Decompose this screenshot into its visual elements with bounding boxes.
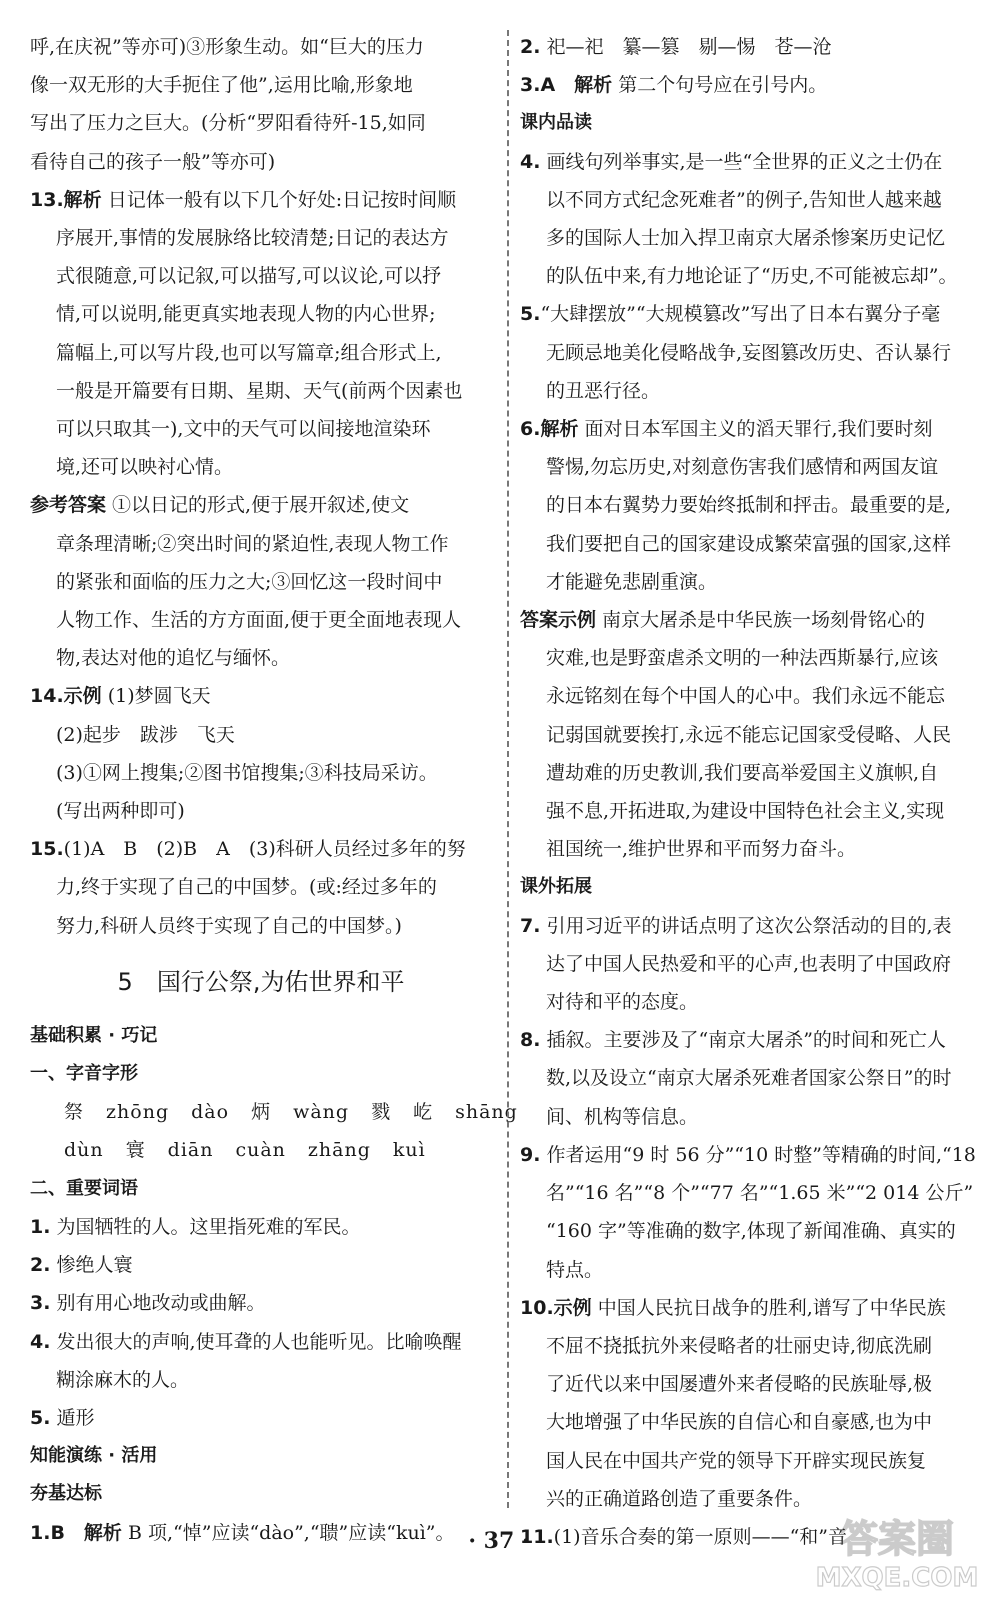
pinyin-item: 寰 [125,1139,146,1162]
line-text: “160 字”等准确的数字,体现了新闻准确、真实的 [546,1220,956,1243]
text-line [520,410,968,448]
item-number: 11. [520,1525,554,1548]
text-line [30,601,492,639]
text-line [520,1098,968,1136]
item-number: 8. [520,1029,541,1052]
text-line [520,525,968,563]
item-label: 解析 [63,188,102,211]
watermark-bottom-text: MXQE.COM [815,1563,979,1593]
subsection-heading: 一、字音字形 [30,1063,138,1085]
item-number: 1. [30,1215,51,1238]
line-text: 南京大屠杀是中华民族一场刻骨铭心的 [596,609,926,632]
pinyin-item: cuàn [235,1139,286,1162]
item-number: 2. [520,36,541,58]
item-number: 3. [520,74,541,97]
text-line [30,104,492,142]
line-text: 了近代以来中国屡遭外来者侵略的民族耻辱,极 [546,1373,933,1396]
subsection-heading: 基础积累 · 巧记 [30,1024,158,1046]
text-line [520,1021,968,1059]
item-number: 5. [520,303,541,326]
line-text: 为国牺牲的人。这里指死难的军民。 [50,1215,361,1238]
line-text: 强不息,开拓进取,为建设中国特色社会主义,实现 [546,800,945,823]
text-line [30,257,492,295]
text-line [30,143,492,181]
text-line [520,257,968,295]
text-line [30,830,492,868]
text-line [520,1212,968,1250]
item-number: 9. [520,1143,541,1166]
pinyin-item: 祭 [64,1101,85,1124]
item-label: 示例 [553,1296,592,1319]
item-number: 2. [30,1254,51,1277]
pinyin-item: shāng [455,1101,518,1124]
line-text: 记弱国就要挨打,永远不能忘记国家受侵略、人民 [546,723,952,746]
text-line [30,1208,492,1246]
line-text: ①以日记的形式,便于展开叙述,使文 [106,494,410,517]
text-line [520,1403,968,1441]
subsection-heading: 知能演练 · 活用 [30,1445,158,1467]
line-text: “大肆摆放”“大规模篡改”写出了日本右翼分子毫 [540,303,941,326]
line-text: 中国人民抗日战争的胜利,谱写了中华民族 [591,1296,946,1319]
item-number: 10. [520,1296,554,1319]
line-text: 发出很大的声响,使耳聋的人也能听见。比喻唤醒 [50,1330,462,1353]
line-text: 境,还可以映衬心情。 [56,456,234,479]
line-text: 国人民在中国共产党的领导下开辟实现民族复 [546,1449,927,1472]
text-line [520,983,968,1021]
text-line [30,1246,492,1284]
line-text: 兴的正确道路创造了重要条件。 [546,1487,813,1510]
pinyin-item: 炳 [251,1101,272,1124]
text-line [520,66,968,104]
text-line [520,1327,968,1365]
line-text: 力,终于实现了自己的中国梦。(或:经过多年的 [56,876,437,899]
line-text: 达了中国人民热爱和平的心声,也表明了中国政府 [546,952,952,975]
subsection-heading: 夯基达标 [30,1483,102,1505]
line-text: B 项,“悼”应读“dào”,“聩”应读“kuì”。 [121,1521,455,1544]
text-line [30,792,492,830]
line-text: 糊涂麻木的人。 [56,1368,190,1391]
line-text: 我们要把自己的国家建设成繁荣富强的国家,这样 [546,532,952,555]
item-number: 1. [30,1521,51,1544]
text-line [30,1323,492,1361]
line-text: 才能避免悲剧重演。 [546,570,718,593]
line-text: 数,以及设立“南京大屠杀死难者国家公祭日”的时 [546,1067,952,1090]
line-text: 遭劫难的历史教训,我们要高举爱国主义旗帜,自 [546,761,939,784]
line-text: (写出两种即可) [56,800,185,823]
text-line [30,219,492,257]
text-line [30,1361,492,1399]
text-line [520,830,968,868]
line-text: 看待自己的孩子一般”等亦可) [30,150,276,173]
item-number: 15. [30,838,64,861]
line-text: (2)起步 跋涉 飞天 [56,723,235,746]
text-line [520,486,968,524]
item-number: 5. [30,1406,51,1429]
item-number: 14. [30,685,64,708]
text-line [520,143,968,181]
text-line [30,716,492,754]
page-number: · 37 · [468,1528,530,1554]
line-text: 日记体一般有以下几个好处:日记按时间顺 [101,188,457,211]
line-text: (1)A B (2)B A (3)科研人员经过多年的努 [63,838,466,861]
item-number: 3. [30,1292,51,1315]
line-text: 引用习近平的讲话点明了这次公祭活动的目的,表 [540,914,952,937]
text-line [30,525,492,563]
line-text: 遁形 [50,1406,95,1429]
text-line [520,716,968,754]
line-text: 式很随意,可以记叙,可以描写,可以议论,可以抒 [56,265,442,288]
line-text: 作者运用“9 时 56 分”“10 时整”等精确的时间,“18 [540,1143,976,1166]
column-divider [507,30,509,1508]
line-text: 灾难,也是野蛮虐杀文明的一种法西斯暴行,应该 [546,647,939,670]
line-text: 可以只取其一),文中的天气可以间接地渲染环 [56,418,431,441]
text-line [30,181,492,219]
line-text: 物,表达对他的追忆与缅怀。 [56,647,291,670]
item-number: 6. [520,418,541,441]
text-line [520,1251,968,1289]
pinyin-item: zhāng [307,1139,371,1162]
item-label: 参考答案 [30,494,107,517]
item-number: 7. [520,914,541,937]
text-line [520,907,968,945]
line-text: 别有用心地改动或曲解。 [50,1292,266,1315]
text-line [30,639,492,677]
pinyin-row [30,1093,518,1131]
pinyin-item: kuì [392,1139,426,1162]
text-line [520,677,968,715]
item-number: 4. [520,150,541,173]
line-text: 惨绝人寰 [50,1254,133,1277]
text-line [520,219,968,257]
text-line [30,66,492,104]
line-text: 的队伍中来,有力地论证了“历史,不可能被忘却”。 [546,265,958,288]
line-text: 永远铭刻在每个中国人的心中。我们永远不能忘 [546,685,946,708]
line-text: 特点。 [546,1258,604,1281]
line-text: 以不同方式纪念死难者”的例子,告知世人越来越 [546,188,942,211]
line-text: 写出了压力之巨大。(分析“罗阳看待歼-15,如同 [30,112,426,135]
line-text: 序展开,事情的发展脉络比较清楚;日记的表达方 [56,227,449,250]
text-line [30,907,492,945]
text-line [30,334,492,372]
line-text: (1)音乐合奏的第一原则——“和”音 [553,1525,848,1548]
line-text: 一般是开篇要有日期、星期、天气(前两个因素也 [56,379,463,402]
item-label: A 解析 [540,74,613,97]
text-line [30,1399,492,1437]
pinyin-row [30,1131,492,1169]
line-text: 画线句列举事实,是一些“全世界的正义之士仍在 [540,150,943,173]
text-line [30,410,492,448]
text-line [520,1365,968,1403]
text-line [520,563,968,601]
text-line [520,1059,968,1097]
pinyin-item: 屹 [413,1101,434,1124]
line-text: 无顾忌地美化侵略战争,妄图篡改历史、否认暴行 [546,341,952,364]
text-line [30,677,492,715]
line-text: 面对日本军国主义的滔天罪行,我们要时刻 [578,418,933,441]
line-text: 间、机构等信息。 [546,1105,699,1128]
text-line [30,868,492,906]
text-line [30,754,492,792]
pinyin-item: wàng [293,1101,350,1124]
line-text: 篇幅上,可以写片段,也可以写篇章;组合形式上, [56,341,442,364]
item-label: 示例 [63,685,102,708]
text-line [520,639,968,677]
line-text: 祖国统一,维护世界和平而努力奋斗。 [546,838,857,861]
text-line [30,295,492,333]
item-number: 4. [30,1330,51,1353]
line-text: 呼,在庆祝”等亦可)③形象生动。如“巨大的压力 [30,36,424,58]
section-title: 5 国行公祭,为佑世界和平 [117,967,405,996]
item-number: 13. [30,188,64,211]
right-column [520,28,976,1556]
line-text: 像一双无形的大手扼住了他”,运用比喻,形象地 [30,74,413,97]
text-line [30,486,492,524]
line-text: 情,可以说明,能更真实地表现人物的内心世界; [56,303,436,326]
text-line [520,601,968,639]
line-text: (1)梦圆飞天 [101,685,211,708]
line-text: 名”“16 名”“8 个”“77 名”“1.65 米”“2 014 公斤” [546,1182,974,1205]
line-text: 多的国际人士加入捍卫南京大屠杀惨案历史记忆 [546,227,946,250]
text-line [520,1442,968,1480]
text-line [520,28,968,66]
text-line [520,448,968,486]
line-text: 章条理清晰;②突出时间的紧迫性,表现人物工作 [56,532,449,555]
text-line [520,1174,974,1212]
line-text: 大地增强了中华民族的自信心和自豪感,也为中 [546,1411,933,1434]
line-text: 不屈不挠抵抗外来侵略者的壮丽史诗,彻底洗刷 [546,1334,933,1357]
line-text: 警惕,勿忘历史,对刻意伤害我们感情和两国友谊 [546,456,939,479]
text-line [30,372,492,410]
text-line [30,563,492,601]
text-line [520,1136,976,1174]
pinyin-item: dào [191,1101,230,1124]
text-line [520,754,968,792]
pinyin-item: 戮 [371,1101,392,1124]
text-line [520,334,968,372]
line-text: (3)①网上搜集;②图书馆搜集;③科技局采访。 [56,761,438,784]
item-label: B 解析 [50,1521,122,1544]
line-text: 努力,科研人员终于实现了自己的中国梦。) [56,914,402,937]
line-text: 对待和平的态度。 [546,991,699,1014]
text-line [520,295,968,333]
line-text: 祀—祀 纂—篡 剔—惕 苍—沧 [540,36,832,58]
text-line [520,372,968,410]
subsection-heading: 课外拓展 [520,876,592,898]
pinyin-item: dùn [64,1139,104,1162]
line-text: 插叙。主要涉及了“南京大屠杀”的时间和死亡人 [540,1029,946,1052]
text-line [30,448,492,486]
text-line [520,181,968,219]
line-text: 的丑恶行径。 [546,379,661,402]
subsection-heading: 课内品读 [520,112,592,134]
watermark-top-text: 答案圈 [839,1517,955,1561]
line-text: 的紧张和面临的压力之大;③回忆这一段时间中 [56,570,443,593]
text-line [30,1284,492,1322]
line-text: 第二个句号应在引号内。 [612,74,828,97]
text-line [520,792,968,830]
item-label: 解析 [540,418,579,441]
text-line [30,28,492,66]
line-text: 的日本右翼势力要始终抵制和抨击。最重要的是, [546,494,952,517]
item-label: 答案示例 [520,609,597,632]
text-line [520,945,968,983]
subsection-heading: 二、重要词语 [30,1177,138,1199]
pinyin-item: zhōng [106,1101,170,1124]
watermark-logo [808,1508,986,1592]
text-line [520,1289,968,1327]
line-text: 人物工作、生活的方方面面,便于更全面地表现人 [56,609,462,632]
pinyin-item: diān [167,1139,214,1162]
